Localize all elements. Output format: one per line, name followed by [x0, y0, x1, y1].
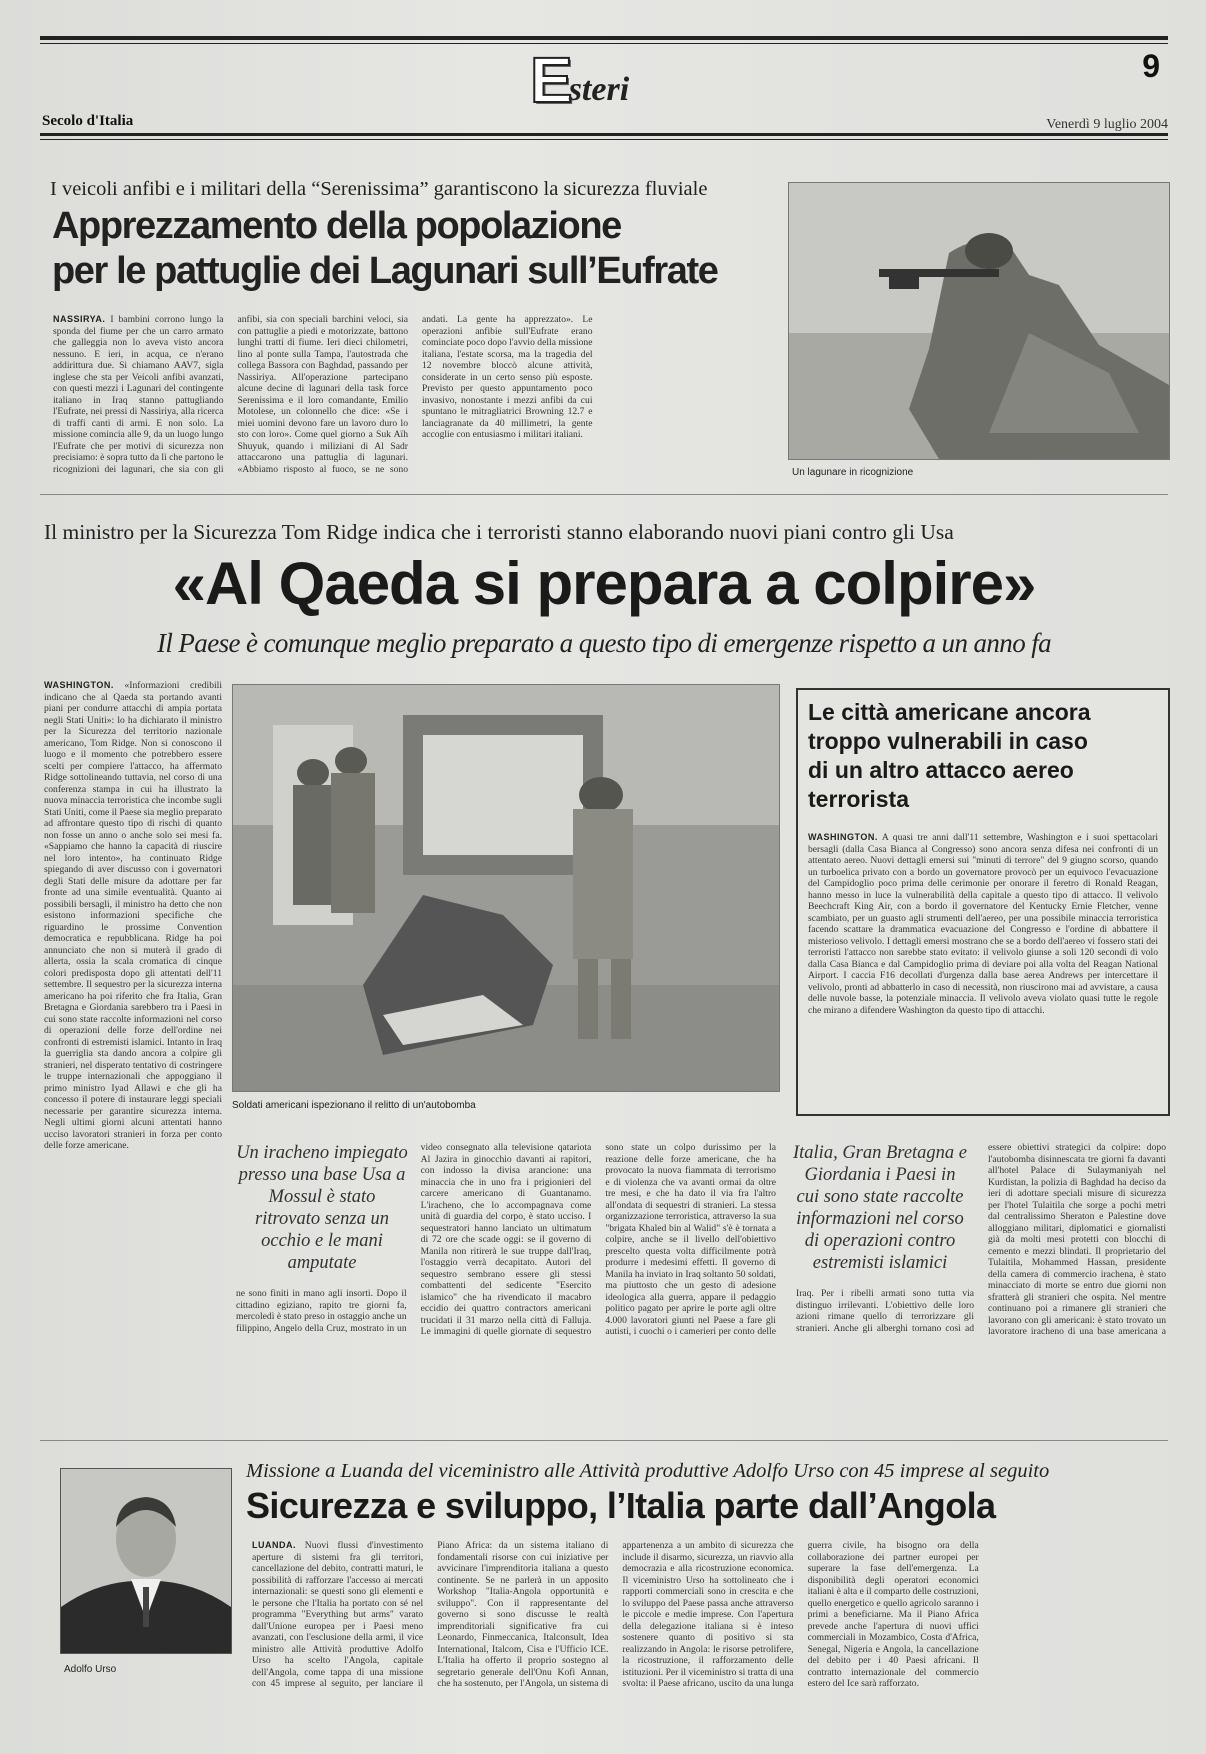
sidebar-body-text: A quasi tre anni dall'11 settembre, Washington e i suoi spettacolari bersagli (dalla Casa Bianca al Congresso) sono ancora senza difesa nei confronti di un attentato aereo. Nuovi dettagli emersi sui "minuti di terrore" del 9 giugno scorso, quando un turboelica privato con a bordo un governatore provocò per un equivoco l'evacuazione del Campidoglio poco prima delle cerimonie per onorare il feretro di Ronald Reagan, hanno messo in luce la vulnerabilità della capitale a questo tipo di attacco. Il velivolo Beechcraft King Air, con a bordo il governatore del Kentucky Ernie Fletcher, venne scambiato, per un guasto agli strumenti dell'aereo, per una possibile minaccia terroristica facendo scattare la drammatica evacuazione del Congresso e l'ordine di abbattere il misterioso velivolo. I dettagli emersi mostrano che se a bordo dell'aereo vi fossero stati dei terroristi l'attacco non sarebbe stato evitato: il velivolo giunse a soli 120 secondi di volo dalla Casa Bianca e dal Campidoglio prima di deviare poi alla volta del Reagan National Airport. I caccia F16 decollati d'urgenza dalla base aerea Andrews per intercettare il velivolo, pronti ad abbatterlo in caso di necessità, non riuscirono mai ad avvistare, a causa delle nuvole basse, la potenziale minaccia. Il velivolo aveva violato quasi tutte le regole che mirano a difendere Washington da questo tipo di attacchi.: [808, 832, 1158, 1016]
story1-headline: [52, 204, 792, 294]
issue-date: Venerdì 9 luglio 2004: [1046, 117, 1168, 132]
sidebar-dateline: WASHINGTON.: [808, 832, 878, 842]
story1-headline-line1: Apprezzamento della popolazione: [52, 205, 621, 247]
section-initial: E: [530, 44, 573, 116]
masthead-rule-thin: [40, 139, 1168, 140]
story2-kicker: Il ministro per la Sicurezza Tom Ridge indica che i terroristi stanno elaborando nuovi piani contro gli Usa: [44, 520, 954, 544]
story1-dateline: NASSIRYA.: [53, 314, 106, 324]
story2-photo: [232, 684, 780, 1092]
iraq-story-body: [236, 1142, 776, 1338]
car-bomb-wreck-image: [233, 685, 779, 1091]
islam-story-body: [796, 1142, 1166, 1338]
story3-photo: [60, 1468, 232, 1654]
story3-kicker: Missione a Luanda del viceministro alle Attività produttive Adolfo Urso con 45 imprese al seguito: [246, 1460, 1050, 1482]
story3-body: [252, 1540, 1164, 1690]
story2-body: [44, 680, 222, 1340]
sidebar-body: [808, 832, 1158, 1108]
section-rest: steri: [568, 71, 630, 108]
islam-pull-quote: Italia, Gran Bretagna e Giordania i Paesi in cui sono state raccolte informazioni nel corso di operazioni contro estremisti islamici: [792, 1143, 967, 1273]
section-title: [530, 44, 630, 116]
separator-2: [40, 1440, 1168, 1441]
iraq-story-body-text: ne sono finiti in mano agli insorti. Dopo il cittadino egiziano, rapito tre giorni fa, mercoledì è stato preso in ostaggio anche un filippino, Angelo della Cruz, mostrato in un video consegnato alla televisione qatariota Al Jazira in ginocchio davanti ai rapitori, con indosso la divisa arancione: una minaccia che in uno fra i prigionieri del carcere americano di Guantanamo. L'iracheno, che lo accompagnava come unità di guardia del corpo, è stato ucciso. I sequestratori hanno lanciato un ultimatum di 72 ore che scade oggi: se il governo di Manila non ritirerà le sue truppe dall'Iraq, l'ostaggio verrà decapitato. Autori del sequestro sembrano essere gli stessi combattenti del sedicente "Esercito islamico" che ha rivendicato il macabro eccidio dei quattro contractors americani trucidati il 31 marzo nella città di Falluja. Le immagini di quelle giornate di sequestro sono state un colpo durissimo per la reazione delle forze americane, che ha provocato la nuova fiammata di terrorismo e di violenza che va avanti ormai da oltre tre mesi, e che ha dato il via fra l'altro all'ondata di sequestri di stranieri. La stessa organizzazione terroristica, attraverso la sua "brigata Khaled bin al Walid" s'è è tornata a colpire, anche se il livello dell'obiettivo prescelto questa volta difficilmente potrà produrre i medesimi effetti. Il governo di Manila ha inviato in Iraq soltanto 50 soldati, ma piuttosto che un gesto di adesione ideologica alla guerra, appare il pedaggio politico pagato per aprire le porte agli oltre 4.000 lavoratori giunti nel Paese a fare gli autisti, i cuochi o i camerieri per conto delle: [236, 1142, 776, 1337]
portrait-image: [61, 1469, 231, 1653]
iraq-pull-quote: Un iracheno impiegato presso una base Usa a Mossul è stato ritrovato senza un occhio e le mani amputate: [236, 1143, 408, 1273]
story3-body-text: Nuovi flussi d'investimento aperture di sistemi fra gli territori, cancellazione del debito, contratti maturi, le possibilità di rafforzare l'accesso ai mercati internazionali: se questi sono gli elementi e le persone che l'Italia ha portato con sé nel programma "Everything but arms" varato dall'Unione europea per i Paesi meno avanzati, con l'esclusione della armi, il vice ministro alle Attività produttive Adolfo Urso ha scelto l'Angola, capitale dell'Angola, come tappa di una missione con 45 imprese al seguito, per lanciare il Piano Africa: da un sistema italiano di fondamentali risorse con cui iniziative per avvicinare l'imprenditoria italiana a questo continente. Se ne parlerà in un apposito Workshop "Italia-Angola opportunità e sviluppo". Con il rappresentante del governo si sono discusse le realtà imprenditoriali significative fra cui Leonardo, Finmeccanica, Italconsult, Idea International, Italcom, Cisa e l'Ufficio ICE. L'Italia ha offerto il proprio sostegno al segretario generale dell'Onu Kofi Annan, che ha sostenuto, per l'Angola, un sistema di appartenenza a un ambito di sicurezza che include il disarmo, sicurezza, un riavvio alla democrazia e alla ricostruzione economica. Il viceministro Urso ha sottolineato che i rapporti commerciali sono in crescita e che lo sviluppo del Paese passa anche attraverso le piccole e medie imprese. Con l'apertura della delegazione italiana si è inteso sostenere quanto di positivo si sta realizzando in Angola: le risorse petrolifere, la ricostruzione, il rafforzamento delle istituzioni. Per il viceministro si tratta di una svolta: il Paese africano, uscito da una lunga guerra civile, ha bisogno ora della collaborazione dei partner europei per superare la fase dell'emergenza. La disponibilità degli operatori economici italiani è alta e il comparto delle costruzioni, quello energetico e quello agricolo saranno i primi a beneficiarne. Ma il Piano Africa prevede anche l'apertura di nuovi uffici commerciali in Mozambico, Costa d'Africa, Senegal, Nigeria e Angola, la cancellazione del debito per i 40 Paesi africani. Il contratto internazionale del commercio estero del Ice sarà rafforzato.: [252, 1540, 979, 1689]
separator-1: [40, 494, 1168, 495]
masthead-rule-thick: [40, 133, 1168, 136]
soldier-scene-image: [789, 183, 1169, 459]
sidebar-box: [796, 688, 1170, 1116]
sidebar-headline: Le città americane ancora troppo vulnerabili in caso di un altro attacco aereo terrorista: [808, 699, 1091, 812]
story2-photo-caption: Soldati americani ispezionano il relitto di un'autobomba: [232, 1100, 476, 1111]
story1-photo-caption: Un lagunare in ricognizione: [792, 467, 914, 478]
story1-photo: [788, 182, 1170, 460]
story2-headline: «Al Qaeda si prepara a colpire»: [172, 550, 1036, 617]
page-number: 9: [1142, 48, 1160, 84]
story2-body-text: «Informazioni credibili indicano che al Qaeda sta portando avanti piani per condurre attacchi di ampia portata negli Stati Uniti»: lo ha dichiarato il ministro per la Sicurezza del territorio nazionale americano, Tom Ridge. Non si conoscono il luogo e il momento che potrebbero essere scelti per compiere l'attacco, ha affermato Ridge sottolineando tuttavia, nel corso di una conferenza stampa in cui ha illustrato la nuova minaccia terroristica che incombe sugli Stati Uniti, come il Paese sia meglio preparato ad affrontare questo tipo di rischi di quanto non fosse un anno o anche solo sei mesi fa. «Sappiamo che hanno la capacità di riuscire nel loro intento», ha continuato Ridge spiegando di aver discusso con i governatori degli Stati delle misure da adottare per far fronte ad una simile eventualità. Quanto ai possibili bersagli, il ministro ha detto che non esistono informazioni specifiche che riguardino le prossime Convention democratica e repubblicana. Ridge ha poi annunciato che non si muterà il grado di allerta, ossia la scala cromatica di cinque colori predisposta dopo gli attentati dell'11 settembre. Il sequestro per la sicurezza interna americano ha poi riferito che fra Italia, Gran Bretagna e Giordania sarebbero tra i Paesi in cui sono state raccolte informazioni nel corso di operazioni delle forze dell'ordine nei confronti di estremisti islamici. Intanto in Iraq la guerriglia sta dando ancora a colpire gli stranieri, nel disperato tentativo di costringere le truppe internazionali che appoggiano il primo ministro Iyad Allawi e che gli ha concesso il potere di instaurare leggi speciali necessarie per garantire sicurezza interna. Negli ultimi giorni alcuni attentati hanno ucciso lavoratori stranieri in forza per conto delle forze americane.: [44, 680, 222, 1151]
story1-body: [53, 314, 777, 480]
top-rule-thick: [40, 36, 1168, 40]
story1-kicker: I veicoli anfibi e i militari della “Serenissima” garantiscono la sicurezza fluviale: [50, 178, 708, 200]
story2-dateline: WASHINGTON.: [44, 680, 114, 690]
islam-story-body-text: Iraq. Per i ribelli armati sono tutta via distinguo irrilevanti. L'obiettivo delle loro azioni rimane quello di terrorizzare gli stranieri. Anche gli alberghi tornano così ad essere obiettivi strategici da colpire: dopo l'autobomba disinnescata tre giorni fa davanti all'hotel Palace di Sulaymaniyah nel Kurdistan, la polizia di Baghdad ha deciso da ieri di adottare speciali misure di sicurezza per l'hotel Tulaitila che sorge a pochi metri dal centralissimo Sheraton e Palestine dove alloggiano militari, diplomatici e giornalisti già da molti mesi protetti con blocchi di cemento e mezzi blindati. Il proprietario del Tulaitila, Mohammed Hassan, presidente della camera di commercio irachena, è stato minacciato di morte se entro due giorni non sfratterà gli stranieri che ospita. Nel mentre continuano poi a rimanere gli stranieri che lavorano con gli americani: è stato trovato un lavoratore iracheno di una base americana a: [796, 1142, 1166, 1337]
story3-headline: Sicurezza e sviluppo, l’Italia parte dall’Angola: [246, 1485, 996, 1526]
story2-subhead: Il Paese è comunque meglio preparato a questo tipo di emergenze rispetto a un anno fa: [156, 628, 1052, 658]
paper-name: Secolo d'Italia: [42, 113, 134, 129]
story3-dateline: LUANDA.: [252, 1540, 296, 1550]
story1-body-text: I bambini corrono lungo la sponda del fiume per che un carro armato che galleggia non lo aveva visto ancora nessuno. E ieri, in acqua, ce n'erano addirittura due. Si chiamano AAV7, sigla inglese che sta per Veicoli anfibi avanzati, con questi mezzi i Lagunari del contingente italiano in Iraq stanno pattugliando l'Eufrate, nei pressi di Nassiriya, alla ricerca di traffi canti di armi. E non solo. La missione comincia alle 9, da un luogo lungo l'Eufrate che per motivi di sicurezza non precisiamo: è sopra tutto da lì che partono le ricognizioni dei lagunari, che sia con gli anfibi, sia con speciali barchini veloci, sia con pattuglie a piedi e motorizzate, battono lunghi tratti di fiume. Ieri dieci chilometri, lino al ponte sulla Tampa, l'autostrada che collega Bassora con Baghdad, passando per Nassiriya. All'operazione partecipano alcune decine di lagunari della task force Serenissima e il loro comandante, Emilio Motolese, un colonnello che dice: «Se i miei uomini devono fare un lavoro duro lo sto con loro». Come quel giorno a Suk Aïh Shuyuk, quando i miliziani di Al Sadr attaccarono una pattuglia di lagunari. «Abbiamo risposto al fuoco, se ne sono andati. La gente ha apprezzato». Le operazioni anfibie sull'Eufrate erano cominciate poco dopo l'avvio della missione italiana, l'estate scorsa, ma la tragedia del 12 novembre bloccò alcune attività, considerate in un certo senso più esposte. Previsto per questo appuntamento poco invasivo, nonostante i mezzi anfibi da cui spuntano le mitragliatrici Browning 12.7 e lanciagranate da 40 millimetri, la gente accoglie con entusiasmo i militari italiani.: [53, 314, 593, 475]
story1-headline-line2: per le pattuglie dei Lagunari sull’Eufrate: [52, 250, 718, 292]
story3-photo-caption: Adolfo Urso: [64, 1664, 117, 1675]
